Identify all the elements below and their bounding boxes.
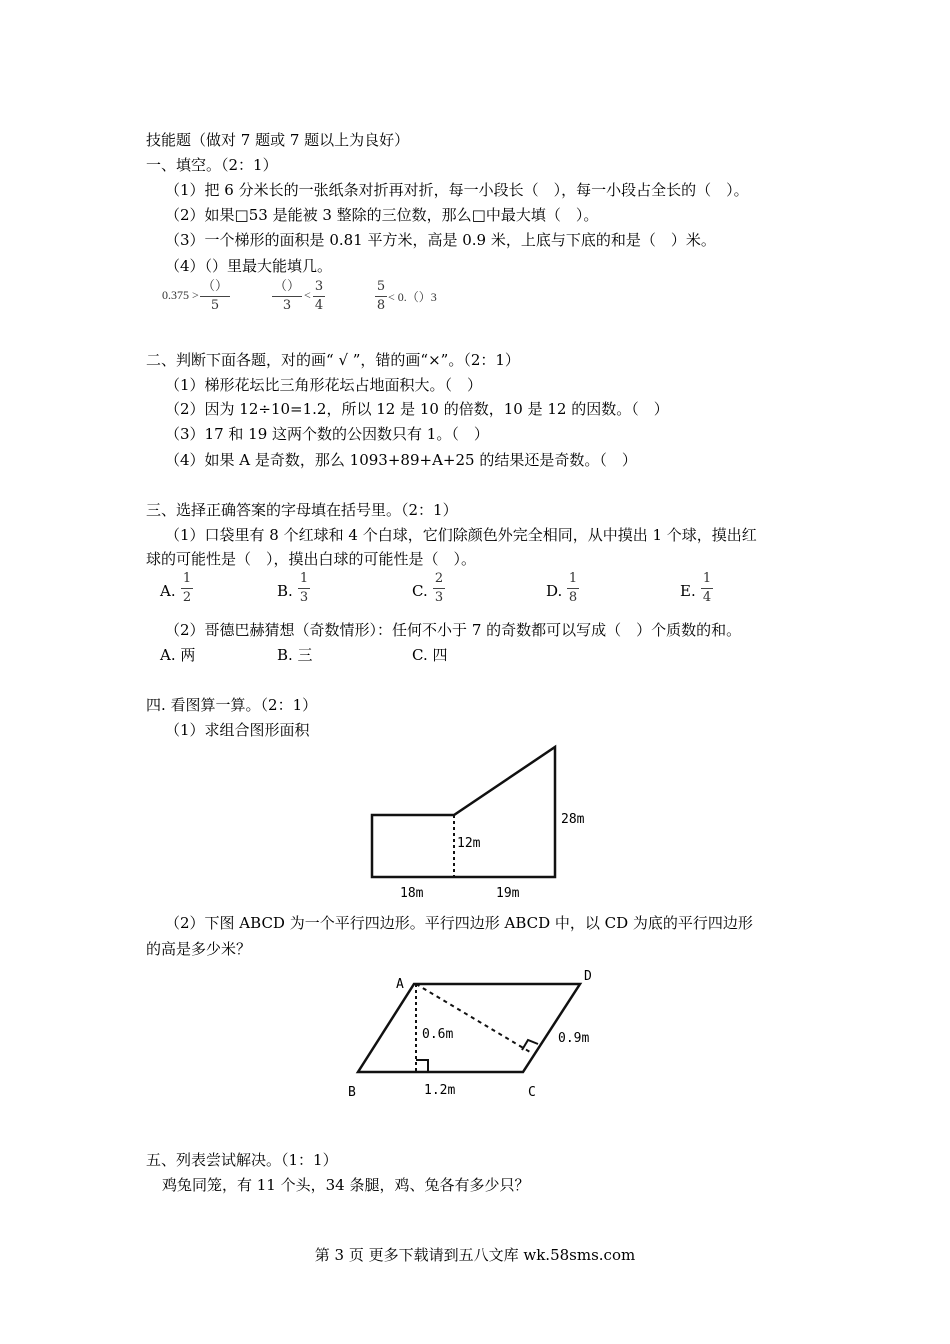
s1-question-4: （4）（）里最大能填几。 (165, 257, 333, 275)
right-angle-mark-side (522, 1040, 538, 1050)
option-a-fraction (181, 571, 193, 606)
option-c-label: C. (412, 582, 428, 600)
ex3-fraction (375, 279, 387, 314)
s4-question-2a: （2）下图 ABCD 为一个平行四边形。平行四边形 ABCD 中，以 CD 为底的平行四边形 (165, 914, 753, 932)
label-0-6m: 0.6m (422, 1027, 454, 1042)
ex1-left: 0.375 > (162, 288, 199, 302)
option-d-num: 1 (568, 571, 578, 586)
s3-question-2: （2）哥德巴赫猜想（奇数情形）：任何不小于 7 的奇数都可以写成（ ）个质数的和。 (165, 621, 742, 639)
ex2-fraction-1 (272, 279, 302, 314)
header-line: 技能题（做对 7 题或 7 题以上为良好） (146, 131, 410, 149)
section-4-title: 四. 看图算一算。（2：1） (146, 696, 318, 714)
option-d-den: 8 (568, 590, 578, 605)
ex2-den2: 4 (314, 298, 324, 313)
label-19m: 19m (496, 886, 520, 901)
option-c-num: 2 (434, 571, 444, 586)
ex1-fraction (200, 279, 230, 314)
ex2-num2: 3 (314, 279, 324, 294)
ex2-den: 3 (282, 298, 292, 313)
s3-question-1a: （1）口袋里有 8 个红球和 4 个白球，它们除颜色外完全相同，从中摸出 1 个球，摸出红 (165, 526, 757, 544)
vertex-c: C (528, 1085, 536, 1100)
option-a-num: 1 (182, 571, 192, 586)
s2-question-4: （4）如果 A 是奇数，那么 1093+89+A+25 的结果还是奇数。（ ） (165, 451, 637, 469)
s1-question-1: （1）把 6 分米长的一张纸条对折再对折，每一小段长（ ），每一小段占全长的（ ）。 (165, 181, 749, 199)
section-3-title: 三、选择正确答案的字母填在括号里。（2：1） (146, 501, 458, 519)
option2-a: A. 两 (160, 646, 196, 664)
label-12m: 12m (457, 836, 481, 851)
option-c-fraction (433, 571, 445, 606)
vertex-d: D (584, 969, 592, 984)
section-1-title: 一、填空。（2：1） (146, 156, 278, 174)
ex1-den: 5 (210, 298, 220, 313)
composite-shape-figure (360, 735, 600, 905)
option-b-den: 3 (299, 590, 309, 605)
s1-question-2: （2）如果□53 是能被 3 整除的三位数，那么□中最大填（ ）。 (165, 206, 599, 224)
ex3-num: 5 (376, 279, 386, 294)
option-e-label: E. (680, 582, 696, 600)
vertex-a: A (396, 977, 404, 992)
option-d-label: D. (546, 582, 563, 600)
s2-question-1: （1）梯形花坛比三角形花坛占地面积大。（ ） (165, 376, 483, 394)
option-b-fraction (298, 571, 310, 606)
ex2-num: （） (273, 279, 300, 294)
ex2-fraction-2 (313, 279, 325, 314)
ex3-right: < 0.（）3 (388, 290, 437, 304)
label-18m: 18m (400, 886, 424, 901)
option-e-fraction (701, 571, 713, 606)
option-c-den: 3 (434, 590, 444, 605)
s1-question-3: （3）一个梯形的面积是 0.81 平方米，高是 0.9 米，上底与下底的和是（ ）米。 (165, 231, 716, 249)
label-28m: 28m (561, 812, 585, 827)
parallelogram-figure (340, 962, 620, 1107)
label-1-2m: 1.2m (424, 1083, 456, 1098)
s4-question-2b: 的高是多少米？ (146, 940, 252, 958)
option-e-den: 4 (702, 590, 712, 605)
ex3-den: 8 (376, 298, 386, 313)
s3-question-1b: 球的可能性是（ ），摸出白球的可能性是（ ）。 (146, 550, 477, 568)
option2-b: B. 三 (277, 646, 313, 664)
page-footer: 第 3 页 更多下载请到五八文库 wk.58sms.com (314, 1246, 636, 1264)
parallelogram-outline (358, 984, 580, 1072)
option-a-den: 2 (182, 590, 192, 605)
option-d-fraction (567, 571, 579, 606)
right-angle-mark-bottom (416, 1060, 428, 1072)
s2-question-3: （3）17 和 19 这两个数的公因数只有 1。（ ） (165, 425, 489, 443)
s5-question-1: 鸡兔同笼，有 11 个头，34 条腿，鸡、兔各有多少只？ (162, 1176, 530, 1194)
label-0-9m: 0.9m (558, 1031, 590, 1046)
option2-c: C. 四 (412, 646, 448, 664)
option-b-label: B. (277, 582, 293, 600)
section-2-title: 二、判断下面各题，对的画“ √ ”，错的画“×”。（2：1） (146, 351, 520, 369)
ex1-num: （） (201, 279, 228, 294)
option-e-num: 1 (702, 571, 712, 586)
section-5-title: 五、列表尝试解决。（1：1） (146, 1151, 338, 1169)
vertex-b: B (348, 1085, 356, 1100)
option-b-num: 1 (299, 571, 309, 586)
ex2-op: < (304, 288, 311, 302)
option-a-label: A. (160, 582, 176, 600)
composite-shape-outline (372, 747, 555, 877)
s2-question-2: （2）因为 12÷10=1.2，所以 12 是 10 的倍数，10 是 12 的因数。（ ） (165, 400, 669, 418)
s4-question-1: （1）求组合图形面积 (165, 721, 310, 739)
